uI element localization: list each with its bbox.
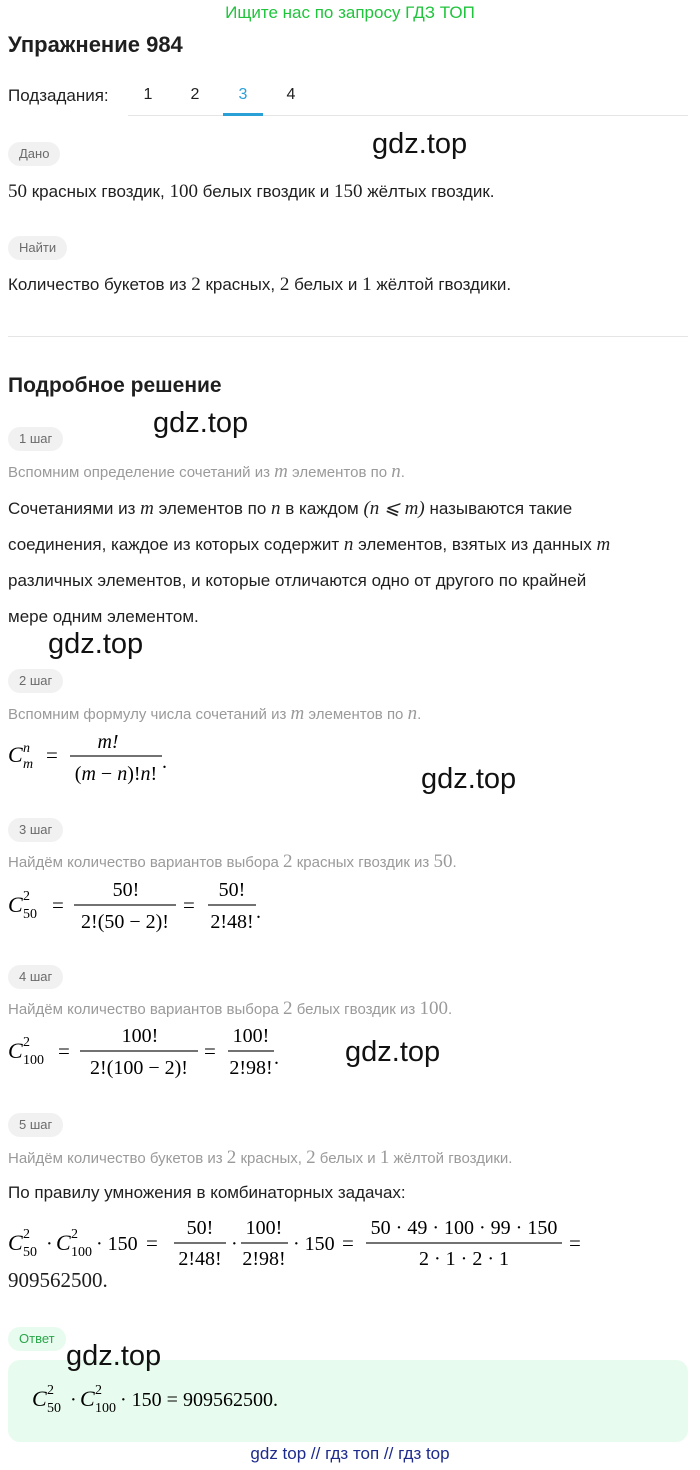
step-5-hint: Найдём количество букетов из 2 красных, 2 белых и 1 жёлтой гвоздики. [8,1147,513,1168]
svg-text:=: = [52,893,64,917]
tab-subtask-4[interactable]: 4 [286,86,296,103]
given-chip: Дано [8,142,60,166]
watermark: gdz.top [66,1340,162,1372]
svg-text:100: 100 [71,1245,92,1260]
step-4-chip: 4 шаг [8,965,63,989]
svg-text:2: 2 [23,1035,30,1050]
formula-c-50-2 [6,872,286,940]
given-text: 50 красных гвоздик, 100 белых гвоздик и 150 жёлтых гвоздик. [8,181,495,202]
section-divider [8,336,688,337]
step-2-hint: Вспомним формулу числа сочетаний из m элементов по n. [8,703,422,724]
svg-text:100!: 100! [232,1025,270,1047]
svg-text:C: C [32,1386,47,1411]
svg-text:C: C [8,742,23,767]
svg-text:=: = [58,1039,70,1063]
svg-text:·: · [70,1389,77,1411]
tab-subtask-1[interactable]: 1 [143,86,153,103]
svg-text:=: = [183,893,195,917]
answer-formula [30,1380,330,1424]
formula-product [6,1212,616,1276]
svg-text:2!48!: 2!48! [178,1248,222,1270]
svg-text:100!: 100! [245,1217,283,1239]
svg-text:=: = [204,1039,216,1063]
svg-text:50 · 49 · 100 · 99 · 150: 50 · 49 · 100 · 99 · 150 [370,1217,558,1239]
search-banner: Ищите нас по запросу ГДЗ ТОП [225,3,475,22]
watermark: gdz.top [48,628,144,660]
svg-text:· 150 = 909562500.: · 150 = 909562500. [120,1389,278,1411]
step-5-result: 909562500. [8,1268,108,1292]
step-1-line-4: мере одним элементом. [8,607,199,626]
svg-text:50!: 50! [186,1217,214,1239]
step-1-hint: Вспомним определение сочетаний из m элементов по n. [8,461,405,482]
step-3-chip: 3 шаг [8,818,63,842]
svg-text:.: . [274,1047,279,1069]
step-1-chip: 1 шаг [8,427,63,451]
find-chip: Найти [8,236,67,260]
svg-text:m!: m! [97,731,119,753]
page-title: Упражнение 984 [8,32,183,57]
svg-text:2: 2 [71,1227,78,1242]
svg-text:2!98!: 2!98! [242,1248,286,1270]
formula-c-100-2 [6,1018,306,1086]
svg-text:2: 2 [23,1227,30,1242]
step-1-line-3: различных элементов, и которые отличаются одно от другого по крайней [8,571,587,590]
svg-text:2 · 1 · 2 · 1: 2 · 1 · 2 · 1 [419,1248,509,1270]
svg-text:· 150: · 150 [96,1233,138,1255]
step-4-hint: Найдём количество вариантов выбора 2 белых гвоздик из 100. [8,998,453,1019]
svg-text:2: 2 [47,1383,54,1398]
svg-text:2: 2 [95,1383,102,1398]
svg-text:.: . [256,901,261,923]
svg-text:100: 100 [23,1053,44,1068]
svg-text:· 150: · 150 [293,1233,335,1255]
subtasks-label: Подзадания: [8,86,109,105]
solution-title: Подробное решение [8,374,222,397]
svg-text:·: · [46,1233,53,1255]
svg-text:50: 50 [23,1245,37,1260]
svg-text:m: m [23,757,34,772]
step-5-rule: По правилу умножения в комбинаторных задачах: [8,1183,406,1202]
step-2-chip: 2 шаг [8,669,63,693]
svg-text:2!(50 − 2)!: 2!(50 − 2)! [81,911,169,933]
svg-text:C: C [8,892,23,917]
watermark: gdz.top [421,763,517,795]
find-text: Количество букетов из 2 красных, 2 белых и 1 жёлтой гвоздики. [8,274,512,295]
svg-text:100: 100 [95,1401,116,1416]
answer-chip: Ответ [8,1327,66,1351]
svg-text:·: · [231,1233,238,1255]
tab-subtask-3[interactable]: 3 [238,86,248,103]
svg-text:C: C [56,1230,71,1255]
watermark: gdz.top [372,128,468,160]
step-5-chip: 5 шаг [8,1113,63,1137]
svg-text:=: = [46,743,58,767]
svg-text:50!: 50! [218,879,246,901]
svg-text:=: = [569,1231,581,1255]
svg-text:100!: 100! [121,1025,159,1047]
watermark: gdz.top [345,1036,441,1068]
step-3-hint: Найдём количество вариантов выбора 2 красных гвоздик из 50. [8,851,457,872]
svg-text:=: = [342,1231,354,1255]
watermark: gdz.top [153,407,249,439]
svg-text:C: C [80,1386,95,1411]
svg-text:50!: 50! [112,879,140,901]
svg-text:.: . [162,751,167,773]
active-tab-indicator [223,113,263,116]
svg-text:2!48!: 2!48! [210,911,254,933]
tab-subtask-2[interactable]: 2 [190,86,200,103]
formula-combinations [6,726,206,790]
svg-text:50: 50 [47,1401,61,1416]
svg-text:2: 2 [23,889,30,904]
step-1-line-1: Сочетаниями из m элементов по n в каждом (n ⩽ m) называются такие [8,498,573,519]
svg-text:2!98!: 2!98! [229,1057,273,1079]
svg-text:n: n [23,741,30,756]
svg-text:C: C [8,1230,23,1255]
svg-text:C: C [8,1038,23,1063]
svg-text:50: 50 [23,907,37,922]
step-1-line-2: соединения, каждое из которых содержит n элементов, взятых из данных m [8,534,611,555]
svg-text:(m − n)!n!: (m − n)!n! [74,763,158,785]
tabs-baseline [128,115,688,116]
svg-text:=: = [146,1231,158,1255]
footer-links[interactable]: gdz top // гдз топ // гдз top [250,1444,450,1463]
svg-text:2!(100 − 2)!: 2!(100 − 2)! [90,1057,188,1079]
